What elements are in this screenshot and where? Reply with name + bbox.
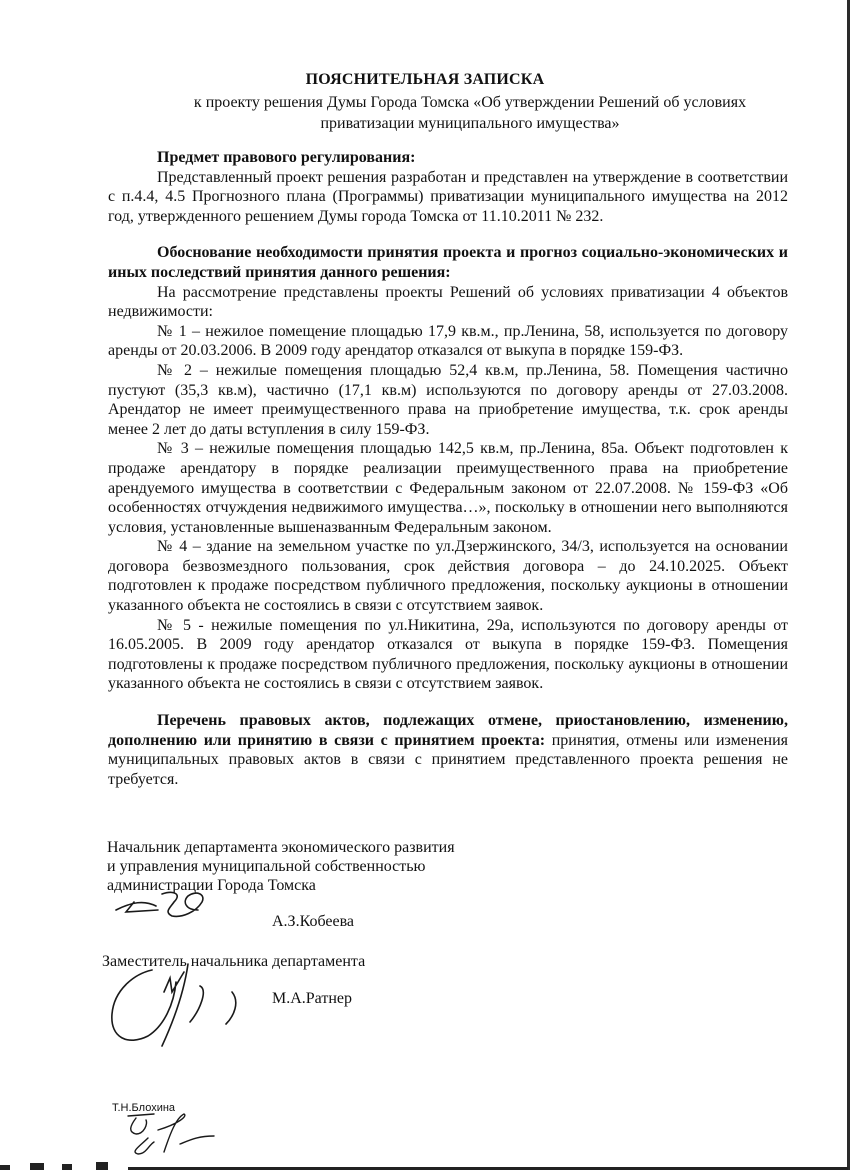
section-3-heading: Перечень правовых актов, подлежащих отмене, приостановлению, изменению, дополнению или принятию в связи с принятием проекта: bbox=[108, 712, 788, 749]
document-subtitle bbox=[150, 92, 790, 134]
section-2-intro: На рассмотрение представлены проекты Решений об условиях приватизации 4 объектов недвижимости: bbox=[108, 283, 788, 321]
subtitle-line-1: к проекту решения Думы Города Томска «Об утверждении Решений об условиях bbox=[193, 94, 747, 111]
section-3-text: принятия, отмены или изменения муниципальных правовых актов в связи с принятием представленного проекта решения не требуется. bbox=[108, 731, 789, 788]
subtitle-line-2: приватизации муниципального имущества» bbox=[320, 115, 620, 132]
scan-bottom-marks bbox=[0, 1162, 850, 1170]
document-title: ПОЯСНИТЕЛЬНАЯ ЗАПИСКА bbox=[305, 71, 545, 88]
signature-1-icon bbox=[112, 888, 212, 928]
executor-name: Т.Н.Блохина bbox=[112, 1102, 176, 1114]
property-item-4: № 4 – здание на земельном участке по ул.Дзержинского, 34/3, используется на основании договора безвозмездного пользования, срок действия договора – до 24.10.2025. Объект подготовлен к продаже посредством публичного предложения, поскольку аукционы в отношении указанного объекта не состоялись в связи с отсутствием заявок. bbox=[108, 538, 788, 615]
signatory-1-name: А.З.Кобеева bbox=[272, 913, 355, 930]
executor-initials-icon bbox=[118, 1112, 248, 1158]
position-1-line-3: администрации Города Томска bbox=[107, 877, 316, 894]
signatory-2-position: Заместитель начальника департамента bbox=[102, 953, 366, 970]
property-item-3: № 3 – нежилые помещения площадью 142,5 кв.м, пр.Ленина, 85а. Объект подготовлен к продаже арендатору в порядке реализации преимущественного права на приобретение арендуемого имущества в соответствии с Федеральным законом от 22.07.2008. № 159-ФЗ «Об особенностях отчуждения недвижимого имущества…», поскольку в отношении него выполняются условия, установленные вышеназванным Федеральным законом. bbox=[108, 440, 788, 536]
section-1-heading: Предмет правового регулирования: bbox=[157, 149, 416, 166]
section-2-heading: Обоснование необходимости принятия проекта и прогноз социально-экономических и иных последствий принятия данного решения: bbox=[108, 244, 788, 281]
property-item-1: № 1 – нежилое помещение площадью 17,9 кв.м., пр.Ленина, 58, используется по договору аренды от 20.03.2006. В 2009 году арендатор отказался от выкупа в порядке 159-ФЗ. bbox=[108, 322, 788, 360]
position-1-line-1: Начальник департамента экономического развития bbox=[107, 839, 455, 856]
section-3-paragraph bbox=[108, 711, 788, 789]
property-item-2: № 2 – нежилые помещения площадью 52,4 кв.м, пр.Ленина, 58. Помещения частично пустуют (35,3 кв.м), частично (17,1 кв.м) используются по договору аренды от 27.03.2008. Арендатор не имеет преимущественного права на приобретение имущества, т.к. срок аренды менее 2 лет до даты вступления в силу 159-ФЗ. bbox=[108, 361, 788, 438]
section-1-text: Представленный проект решения разработан и представлен на утверждение в соответствии с п.4.4, 4.5 Прогнозного плана (Программы) приватизации муниципального имущества на 2012 год, утвержденного решением Думы города Томска от 11.10.2011 № 232. bbox=[108, 168, 788, 225]
signature-2-icon bbox=[104, 962, 254, 1057]
position-1-line-2: и управления муниципальной собственностью bbox=[107, 858, 426, 875]
signatory-2-name: М.А.Ратнер bbox=[272, 990, 353, 1007]
document-body bbox=[108, 148, 788, 789]
signatory-1-position bbox=[107, 838, 455, 895]
property-item-5: № 5 - нежилые помещения по ул.Никитина, 29а, используются по договору аренды от 16.05.2005. В 2009 году арендатор отказался от выкупа в порядке 159-ФЗ. Помещения подготовлены к продаже посредством публичного предложения, поскольку аукционы в отношении указанного объекта не состоялись в связи с отсутствием заявок. bbox=[108, 616, 788, 693]
